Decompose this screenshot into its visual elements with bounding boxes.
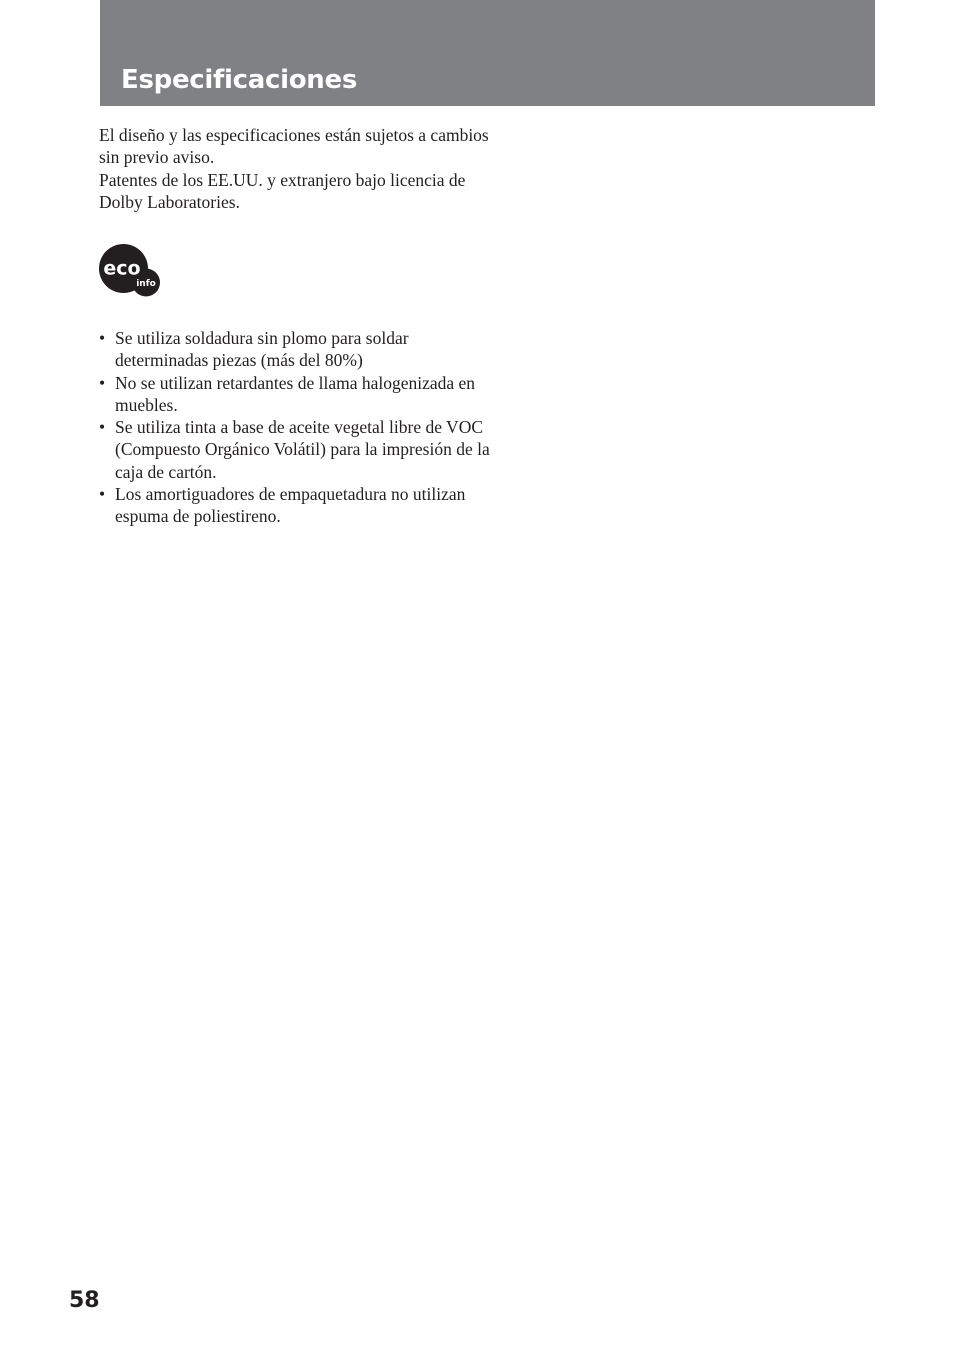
eco-info-logo xyxy=(99,244,161,298)
bullet-marker: • xyxy=(99,372,106,393)
list-item-text: Los amortiguadores de empaquetadura no utilizan espuma de poliestireno. xyxy=(115,484,466,527)
intro-paragraph: Patentes de los EE.UU. y extranjero bajo licencia de Dolby Laboratories. xyxy=(99,169,466,212)
eco-features-list xyxy=(99,327,499,528)
eco-logo-sub: info xyxy=(136,279,156,289)
page-title: Especificaciones xyxy=(121,65,357,95)
list-item-text: Se utiliza soldadura sin plomo para soldar determinadas piezas (más del 80%) xyxy=(115,328,409,371)
bullet-marker: • xyxy=(99,417,106,438)
list-item xyxy=(99,483,499,528)
list-item-text: Se utiliza tinta a base de aceite vegetal libre de VOC (Compuesto Orgánico Volátil) para la impresión de la caja de cartón. xyxy=(115,417,490,482)
bullet-marker: • xyxy=(99,484,106,505)
eco-logo-word: eco xyxy=(103,257,141,280)
eco-info-icon xyxy=(99,244,161,298)
list-item xyxy=(99,327,499,372)
page-number: 58 xyxy=(69,1288,100,1313)
intro-paragraph: El diseño y las especificaciones están sujetos a cambios sin previo aviso. xyxy=(99,125,489,168)
list-item xyxy=(99,372,499,417)
bullet-marker: • xyxy=(99,328,106,348)
list-item-text: No se utilizan retardantes de llama halogenizada en muebles. xyxy=(115,372,476,415)
list-item xyxy=(99,416,499,483)
section-header-bar xyxy=(100,0,875,106)
intro-text xyxy=(99,124,499,213)
